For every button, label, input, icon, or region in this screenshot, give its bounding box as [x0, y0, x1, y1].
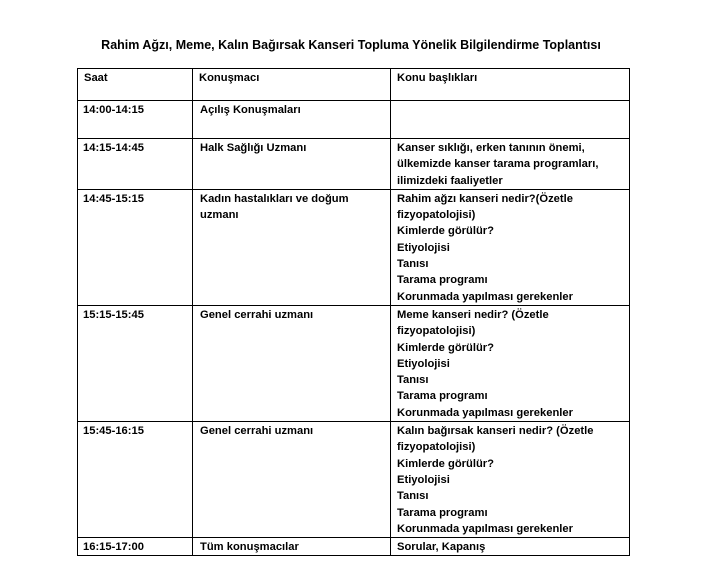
- topics-cell: [391, 538, 630, 556]
- speaker-line: Halk Sağlığı Uzmanı: [200, 142, 307, 154]
- speaker-cell: [193, 305, 391, 421]
- topic-line: Etiyolojisi: [397, 357, 450, 370]
- topics-cell: [391, 305, 630, 421]
- table-row: [78, 305, 630, 421]
- topic-line: ülkemizde kanser tarama programları,: [397, 158, 599, 171]
- topic-line: Tarama programı: [397, 506, 488, 519]
- topic-line: Korunmada yapılması gerekenler: [397, 290, 573, 303]
- table-row: [78, 538, 630, 556]
- topic-line: Korunmada yapılması gerekenler: [397, 406, 573, 419]
- table-row: [78, 139, 630, 190]
- topics-cell: [391, 139, 630, 190]
- time-cell: 14:00-14:15: [78, 101, 193, 139]
- speaker-line: Genel cerrahi uzmanı: [200, 308, 314, 321]
- topics-cell: [391, 189, 630, 305]
- time-cell: 15:15-15:45: [78, 305, 193, 421]
- header-time: Saat: [78, 69, 193, 101]
- topic-line: Korunmada yapılması gerekenler: [397, 522, 573, 535]
- speaker-cell: [193, 139, 391, 190]
- topic-line: Etiyolojisi: [397, 241, 450, 254]
- topic-line: fizyopatolojisi): [397, 441, 476, 454]
- time-cell: 14:45-15:15: [78, 189, 193, 305]
- topic-line: Rahim ağzı kanseri nedir?(Özetle: [397, 192, 573, 205]
- time-cell: 14:15-14:45: [78, 139, 193, 190]
- speaker-cell: [193, 189, 391, 305]
- schedule-table: [77, 68, 630, 556]
- topic-line: Kanser sıklığı, erken tanının önemi,: [397, 142, 585, 154]
- topics-cell: [391, 422, 630, 538]
- topic-line: Tanısı: [397, 374, 429, 387]
- speaker-cell: [193, 101, 391, 139]
- topics-cell: [391, 101, 630, 139]
- topic-line: Kalın bağırsak kanseri nedir? (Özetle: [397, 425, 594, 438]
- speaker-line: Açılış Konuşmaları: [200, 104, 301, 116]
- document-title: Rahim Ağzı, Meme, Kalın Bağırsak Kanseri Topluma Yönelik Bilgilendirme Toplantısı: [101, 38, 601, 52]
- topic-line: Kimlerde görülür?: [397, 341, 494, 354]
- topic-line: Etiyolojisi: [397, 473, 450, 486]
- speaker-line: Genel cerrahi uzmanı: [200, 425, 314, 438]
- speaker-line: uzmanı: [200, 209, 239, 222]
- speaker-line: Tüm konuşmacılar: [200, 541, 299, 554]
- table-header-row: [78, 69, 630, 101]
- topic-line: Tanısı: [397, 258, 429, 271]
- speaker-cell: [193, 538, 391, 556]
- topic-line: Tarama programı: [397, 390, 488, 403]
- table-row: [78, 189, 630, 305]
- topic-line: Kimlerde görülür?: [397, 457, 494, 470]
- speaker-cell: [193, 422, 391, 538]
- time-cell: 15:45-16:15: [78, 422, 193, 538]
- topic-line: fizyopatolojisi): [397, 209, 476, 222]
- time-cell: 16:15-17:00: [78, 538, 193, 556]
- header-speaker: Konuşmacı: [193, 69, 391, 101]
- topic-line: fizyopatolojisi): [397, 325, 476, 338]
- header-topics: Konu başlıkları: [391, 69, 630, 101]
- topic-line: Tarama programı: [397, 274, 488, 287]
- topic-line: Kimlerde görülür?: [397, 225, 494, 238]
- topic-line: Tanısı: [397, 490, 429, 503]
- topic-line: Sorular, Kapanış: [397, 541, 486, 554]
- topic-line: ilimizdeki faaliyetler: [397, 174, 503, 187]
- speaker-line: Kadın hastalıkları ve doğum: [200, 192, 349, 205]
- table-row: [78, 422, 630, 538]
- table-row: [78, 101, 630, 139]
- topic-line: Meme kanseri nedir? (Özetle: [397, 308, 549, 321]
